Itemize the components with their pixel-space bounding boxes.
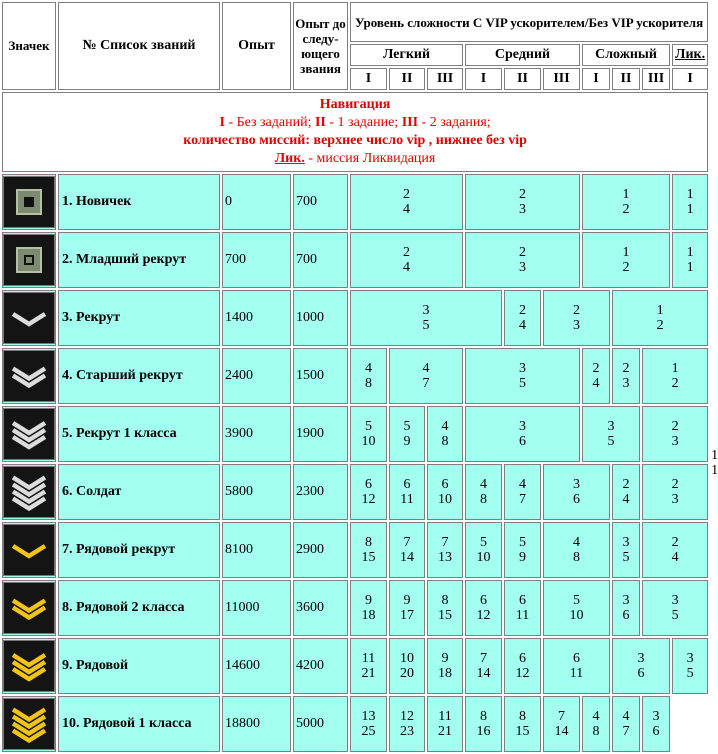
mission-count-cell	[504, 522, 541, 578]
mission-vip: 9	[403, 593, 411, 608]
rank-row	[2, 580, 710, 636]
rank-exp: 3900	[222, 406, 291, 462]
mission-no-vip: 13	[438, 550, 452, 565]
mission-count-cell	[504, 464, 541, 520]
roman-ii: II	[612, 68, 640, 90]
roman-ii: II	[389, 68, 425, 90]
mission-no-vip: 4	[592, 376, 600, 391]
mission-no-vip: 3	[671, 492, 679, 507]
mission-count-cell	[465, 406, 580, 462]
rank-next-exp: 700	[293, 174, 348, 230]
mission-no-vip: 10	[438, 492, 452, 507]
mission-count-cell	[427, 580, 463, 636]
rank-exp: 8100	[222, 522, 291, 578]
mission-vip: 11	[438, 709, 452, 724]
mission-count-cell	[582, 174, 670, 230]
mission-no-vip: 14	[400, 550, 414, 565]
mission-no-vip: 15	[438, 608, 452, 623]
rank-name: 4. Старший рекрут	[58, 348, 220, 404]
mission-vip: 2	[622, 361, 630, 376]
mission-vip: 3	[622, 535, 630, 550]
rank-next-exp: 1000	[293, 290, 348, 346]
col-header-icon: Значек	[2, 2, 56, 90]
rank-exp: 14600	[222, 638, 291, 694]
rank-row	[2, 522, 710, 578]
mission-count-cell	[427, 638, 463, 694]
mission-count-cell	[465, 696, 502, 752]
mission-no-vip: 6	[652, 724, 660, 739]
mission-count-cell	[642, 348, 708, 404]
mission-vip: 4	[480, 477, 487, 492]
mission-no-vip: 8	[573, 550, 580, 565]
rank-next-exp: 1500	[293, 348, 348, 404]
rank-exp: 2400	[222, 348, 291, 404]
mission-count-cell	[427, 406, 463, 462]
rank-icon-cell	[2, 522, 56, 578]
mission-no-vip: 16	[476, 724, 491, 739]
single-chevron-silver-icon	[3, 292, 55, 344]
mission-vip: 2	[671, 477, 679, 492]
mission-vip: 2	[671, 419, 679, 434]
rank-row	[2, 348, 710, 404]
mission-count-cell	[672, 638, 708, 694]
roman-iii: III	[427, 68, 463, 90]
rank-name: 1. Новичек	[58, 174, 220, 230]
mission-no-vip: 5	[686, 666, 694, 681]
mission-no-vip: 7	[519, 492, 526, 507]
mission-no-vip: 18	[438, 666, 452, 681]
mission-no-vip: 12	[515, 666, 530, 681]
mission-count-cell	[389, 696, 425, 752]
col-header-easy: Легкий	[350, 44, 463, 66]
mission-count-cell	[642, 464, 708, 520]
mission-vip: 4	[422, 361, 430, 376]
mission-count-cell	[465, 174, 580, 230]
mission-no-vip: 10	[361, 434, 376, 449]
mission-vip: 7	[558, 709, 565, 724]
rank-name: 7. Рядовой рекрут	[58, 522, 220, 578]
mission-no-vip: 25	[361, 724, 376, 739]
triple-chevron-silver-icon	[3, 408, 55, 460]
mission-no-vip: 4	[519, 318, 526, 333]
rank-name: 2. Младший рекрут	[58, 232, 220, 288]
mission-vip: 13	[361, 709, 376, 724]
mission-no-vip: 12	[476, 608, 491, 623]
mission-no-vip: 3	[622, 376, 630, 391]
mission-count-cell	[389, 638, 425, 694]
mission-vip: 2	[519, 245, 526, 260]
mission-count-cell	[350, 638, 387, 694]
mission-vip: 9	[365, 593, 372, 608]
mission-count-cell	[642, 696, 670, 752]
mission-count-cell	[504, 580, 541, 636]
mission-count-cell	[543, 638, 610, 694]
mission-vip: 4	[592, 709, 600, 724]
col-header-list: № Список званий	[58, 2, 220, 90]
mission-vip: 2	[622, 477, 630, 492]
mission-count-cell	[672, 232, 708, 288]
col-header-medium: Средний	[465, 44, 580, 66]
mission-no-vip: 12	[361, 492, 376, 507]
mission-count-cell	[389, 348, 463, 404]
mission-vip: 3	[519, 419, 526, 434]
mission-count-cell	[427, 696, 463, 752]
rank-row	[2, 232, 710, 288]
mission-vip: 8	[519, 709, 526, 724]
col-header-liq[interactable]: Лик.	[672, 44, 708, 66]
mission-no-vip: 20	[400, 666, 414, 681]
mission-no-vip: 10	[569, 608, 584, 623]
mission-count-cell	[465, 464, 502, 520]
rank-icon-cell	[2, 290, 56, 346]
mission-count-cell	[612, 522, 640, 578]
mission-vip: 7	[480, 651, 487, 666]
rank-row	[2, 406, 710, 462]
mission-vip: 5	[519, 535, 526, 550]
mission-vip: 1	[656, 303, 664, 318]
roman-i: I	[350, 68, 387, 90]
rank-next-exp: 3600	[293, 580, 348, 636]
mission-vip: 1	[622, 187, 630, 202]
roman-iii: III	[642, 68, 670, 90]
mission-no-vip: 4	[403, 202, 410, 217]
legend-line-4: Лик. - миссия Ликвидация	[274, 151, 436, 166]
roman-ii: II	[504, 68, 541, 90]
mission-count-cell	[465, 638, 502, 694]
col-header-level: Уровень сложности С VIP ускорителем/Без VIP ускорителя	[350, 2, 708, 42]
mission-count-cell	[350, 696, 387, 752]
rank-icon-cell	[2, 174, 56, 230]
mission-count-cell	[350, 174, 463, 230]
mission-count-cell	[672, 174, 708, 230]
mission-vip: 1	[671, 361, 679, 376]
rank-exp: 18800	[222, 696, 291, 752]
mission-no-vip: 6	[573, 492, 580, 507]
mission-vip: 2	[403, 187, 410, 202]
mission-count-cell	[642, 580, 708, 636]
mission-vip: 2	[671, 535, 679, 550]
mission-no-vip: 8	[592, 724, 600, 739]
mission-no-vip: 2	[671, 376, 679, 391]
mission-count-cell	[582, 232, 670, 288]
mission-no-vip: 7	[422, 376, 430, 391]
mission-vip: 6	[403, 477, 411, 492]
mission-vip: 3	[607, 419, 615, 434]
mission-vip: 2	[403, 245, 410, 260]
roman-i: I	[582, 68, 610, 90]
mission-count-cell	[582, 696, 610, 752]
mission-no-vip: 6	[622, 608, 630, 623]
mission-vip: 6	[441, 477, 449, 492]
double-square-insignia-icon	[3, 234, 55, 286]
rank-next-exp: 2300	[293, 464, 348, 520]
mission-vip: 3	[519, 361, 526, 376]
mission-no-vip: 8	[480, 492, 487, 507]
mission-no-vip: 8	[365, 376, 372, 391]
mission-count-cell	[543, 290, 610, 346]
mission-no-vip: 2	[656, 318, 664, 333]
roman-iii: III	[543, 68, 580, 90]
mission-count-cell	[350, 522, 387, 578]
quad-chevron-silver-icon	[3, 466, 55, 518]
rank-name: 8. Рядовой 2 класса	[58, 580, 220, 636]
mission-no-vip: 11	[400, 492, 414, 507]
mission-no-vip: 5	[422, 318, 430, 333]
rank-name: 5. Рекрут 1 класса	[58, 406, 220, 462]
mission-no-vip: 6	[637, 666, 645, 681]
double-chevron-gold-icon	[3, 582, 55, 634]
mission-vip: 4	[573, 535, 580, 550]
mission-no-vip: 11	[515, 608, 530, 623]
mission-count-cell	[543, 696, 580, 752]
mission-count-cell	[642, 522, 708, 578]
mission-no-vip: 15	[515, 724, 530, 739]
mission-count-cell	[465, 232, 580, 288]
legend-line-2: I - Без заданий; II - 1 задание; III - 2 задания;	[219, 115, 491, 130]
rank-next-exp: 4200	[293, 638, 348, 694]
rank-row: 1. Новичек 0 700 2 4 2 3 1 2 1 1 1 1	[2, 174, 710, 230]
mission-count-cell	[543, 464, 610, 520]
mission-count-cell	[350, 348, 387, 404]
legend-title: Навигация	[319, 97, 391, 112]
mission-vip: 3	[686, 651, 694, 666]
mission-count-cell	[612, 290, 708, 346]
mission-vip: 2	[519, 187, 526, 202]
rank-row	[2, 290, 710, 346]
rank-row	[2, 638, 710, 694]
rank-next-exp: 700	[293, 232, 348, 288]
mission-no-vip: 2	[622, 260, 630, 275]
rank-icon-cell	[2, 464, 56, 520]
mission-count-cell	[543, 580, 610, 636]
mission-no-vip: 18	[361, 608, 376, 623]
mission-no-vip: 10	[476, 550, 491, 565]
mission-vip: 4	[441, 419, 449, 434]
mission-no-vip: 3	[671, 434, 679, 449]
rank-exp: 1400	[222, 290, 291, 346]
triple-chevron-gold-icon	[3, 640, 55, 692]
rank-next-exp: 2900	[293, 522, 348, 578]
mission-vip: 2	[573, 303, 580, 318]
mission-vip: 1	[686, 187, 694, 202]
rank-icon-cell	[2, 638, 56, 694]
mission-vip: 3	[637, 651, 645, 666]
mission-vip: 3	[622, 593, 630, 608]
rank-exp: 5800	[222, 464, 291, 520]
mission-no-vip: 21	[361, 666, 376, 681]
square-insignia-icon	[3, 176, 55, 228]
rank-next-exp: 1900	[293, 406, 348, 462]
mission-count-cell	[582, 348, 610, 404]
mission-no-vip: 15	[361, 550, 376, 565]
mission-count-cell	[427, 522, 463, 578]
rank-row	[2, 696, 710, 752]
mission-count-cell	[350, 290, 502, 346]
mission-vip: 4	[365, 361, 372, 376]
mission-vip: 3	[422, 303, 430, 318]
mission-count-cell	[504, 290, 541, 346]
mission-vip: 9	[441, 651, 449, 666]
mission-vip: 6	[480, 593, 487, 608]
rank-icon-cell	[2, 406, 56, 462]
mission-vip: 6	[365, 477, 372, 492]
mission-vip: 4	[519, 477, 526, 492]
mission-vip: 7	[441, 535, 449, 550]
mission-vip: 6	[519, 651, 526, 666]
mission-vip: 5	[403, 419, 411, 434]
mission-no-vip: 5	[671, 608, 679, 623]
mission-vip: 12	[400, 709, 414, 724]
mission-vip: 6	[573, 651, 580, 666]
roman-i: I	[465, 68, 502, 90]
mission-count-cell	[389, 464, 425, 520]
mission-vip: 3	[573, 477, 580, 492]
rank-exp: 11000	[222, 580, 291, 636]
mission-count-cell	[350, 580, 387, 636]
mission-vip: 2	[592, 361, 600, 376]
mission-no-vip: 7	[622, 724, 630, 739]
mission-vip: 1	[622, 245, 630, 260]
mission-count-cell	[427, 464, 463, 520]
mission-no-vip: 5	[607, 434, 615, 449]
mission-count-cell	[612, 638, 670, 694]
mission-count-cell	[465, 522, 502, 578]
rank-exp: 700	[222, 232, 291, 288]
rank-name: 9. Рядовой	[58, 638, 220, 694]
mission-count-cell	[465, 348, 580, 404]
rank-icon-cell	[2, 580, 56, 636]
mission-vip: 8	[480, 709, 487, 724]
mission-vip: 10	[400, 651, 414, 666]
mission-no-vip: 4	[671, 550, 679, 565]
mission-count-cell	[350, 232, 463, 288]
mission-vip: 8	[365, 535, 372, 550]
mission-vip: 7	[403, 535, 411, 550]
col-header-exp: Опыт	[222, 2, 291, 90]
mission-count-cell	[350, 464, 387, 520]
mission-count-cell	[504, 638, 541, 694]
col-header-hard: Сложный	[582, 44, 670, 66]
mission-vip: 4	[622, 709, 630, 724]
mission-count-cell	[465, 580, 502, 636]
mission-no-vip: 21	[438, 724, 452, 739]
rank-icon-cell	[2, 348, 56, 404]
mission-no-vip: 9	[403, 434, 411, 449]
mission-vip: 3	[671, 593, 679, 608]
mission-no-vip: 4	[622, 492, 630, 507]
rank-next-exp: 5000	[293, 696, 348, 752]
mission-no-vip: 3	[573, 318, 580, 333]
mission-no-vip: 23	[400, 724, 414, 739]
rank-exp: 0	[222, 174, 291, 230]
quad-chevron-gold-icon	[3, 698, 55, 750]
mission-count-cell	[350, 406, 387, 462]
mission-no-vip: 6	[519, 434, 526, 449]
mission-no-vip: 3	[519, 260, 526, 275]
mission-no-vip: 3	[519, 202, 526, 217]
mission-count-cell	[389, 580, 425, 636]
mission-no-vip: 5	[622, 550, 630, 565]
mission-count-cell	[612, 580, 640, 636]
mission-count-cell	[612, 696, 640, 752]
mission-no-vip: 4	[403, 260, 410, 275]
single-chevron-gold-icon	[3, 524, 55, 576]
mission-vip: 2	[519, 303, 526, 318]
mission-no-vip: 2	[622, 202, 630, 217]
legend-line-3: количество миссий: верхнее число vip , нижнее без vip	[183, 133, 527, 148]
mission-vip: 1	[686, 245, 694, 260]
rank-name: 10. Рядовой 1 класса	[58, 696, 220, 752]
mission-count-cell	[504, 696, 541, 752]
mission-no-vip: 8	[441, 434, 449, 449]
mission-count-cell	[642, 406, 708, 462]
navigation-legend	[2, 92, 708, 172]
mission-no-vip: 5	[519, 376, 526, 391]
mission-vip: 6	[519, 593, 526, 608]
mission-count-cell	[582, 406, 640, 462]
roman-i: I	[672, 68, 708, 90]
mission-no-vip: 11	[569, 666, 584, 681]
mission-no-vip: 17	[400, 608, 414, 623]
mission-vip: 11	[361, 651, 376, 666]
mission-vip: 5	[365, 419, 372, 434]
rank-icon-cell	[2, 232, 56, 288]
mission-count-cell	[612, 348, 640, 404]
mission-count-cell	[543, 522, 610, 578]
mission-vip: 5	[573, 593, 580, 608]
mission-vip: 3	[652, 709, 660, 724]
col-header-next: Опыт до следу-ющего звания	[293, 2, 348, 90]
mission-no-vip: 1	[686, 202, 694, 217]
mission-vip: 5	[480, 535, 487, 550]
rank-name: 3. Рекрут	[58, 290, 220, 346]
mission-no-vip: 14	[554, 724, 569, 739]
mission-count-cell	[389, 406, 425, 462]
double-chevron-silver-icon	[3, 350, 55, 402]
mission-no-vip: 1	[686, 260, 694, 275]
mission-no-vip: 9	[519, 550, 526, 565]
rank-row	[2, 464, 710, 520]
mission-no-vip: 14	[476, 666, 491, 681]
rank-name: 6. Солдат	[58, 464, 220, 520]
mission-count-cell	[612, 464, 640, 520]
mission-vip: 8	[441, 593, 449, 608]
mission-count-cell	[389, 522, 425, 578]
rank-icon-cell	[2, 696, 56, 752]
